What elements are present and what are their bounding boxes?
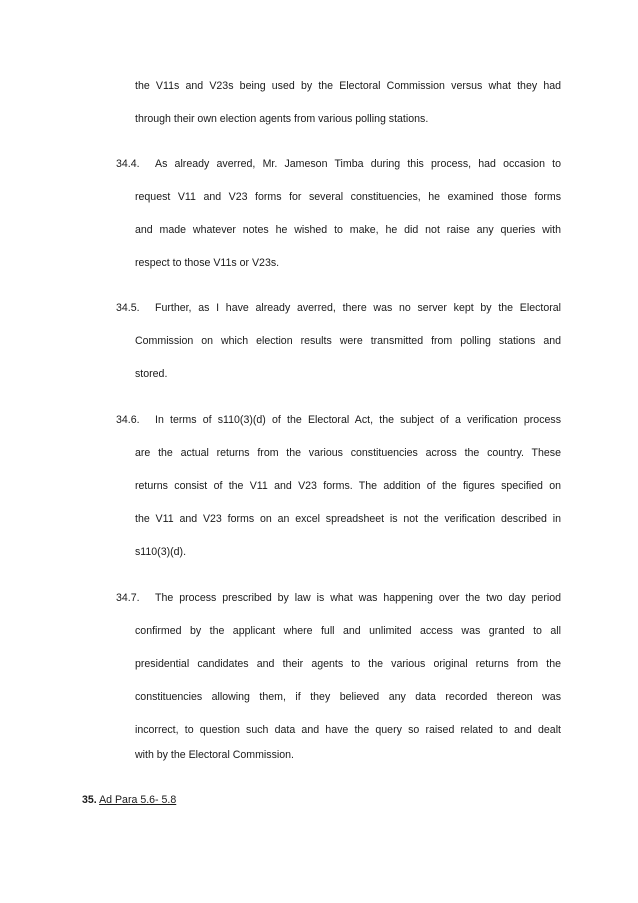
paragraph-34-7-line-1: The process prescribed by law is what was happening over the two day period: [155, 592, 561, 604]
paragraph-number-34-7: 34.7.: [116, 592, 140, 604]
paragraph-34-6-line-2: are the actual returns from the various constituencies across the country. These: [135, 447, 561, 459]
paragraph-34-7-line-4: constituencies allowing them, if they believed any data recorded thereon was: [135, 691, 561, 703]
paragraph-34-4-line-2: request V11 and V23 forms for several constituencies, he examined those forms: [135, 191, 561, 203]
section-heading-number: 35.: [82, 794, 97, 806]
section-heading-text: Ad Para 5.6- 5.8: [99, 794, 177, 806]
paragraph-34-5-line-1: Further, as I have already averred, there was no server kept by the Electoral: [155, 302, 561, 314]
paragraph-number-34-5: 34.5.: [116, 302, 140, 314]
section-heading-35: [82, 793, 176, 807]
paragraph-34-4-line-1: As already averred, Mr. Jameson Timba during this process, had occasion to: [155, 158, 561, 170]
paragraph-34-7-line-3: presidential candidates and their agents to the various original returns from the: [135, 658, 561, 670]
paragraph-34-6-line-1: In terms of s110(3)(d) of the Electoral Act, the subject of a verification process: [155, 414, 561, 426]
paragraph-number-34-4: 34.4.: [116, 158, 140, 170]
paragraph-34-4-line-4: respect to those V11s or V23s.: [135, 257, 280, 269]
paragraph-34-7-line-2: confirmed by the applicant where full and unlimited access was granted to all: [135, 625, 561, 637]
paragraph-34-5-line-3: stored.: [135, 368, 168, 380]
paragraph-number-34-6: 34.6.: [116, 414, 140, 426]
paragraph-34-7-line-6: with by the Electoral Commission.: [135, 749, 294, 761]
paragraph-34-6-line-3: returns consist of the V11 and V23 forms. The addition of the figures specified on: [135, 480, 561, 492]
paragraph-34-7-line-5: incorrect, to question such data and have the query so raised related to and dealt: [135, 724, 561, 736]
paragraph-34-4-line-3: and made whatever notes he wished to make, he did not raise any queries with: [135, 224, 561, 236]
paragraph-34-6-line-5: s110(3)(d).: [135, 546, 187, 558]
paragraph-34-5-line-2: Commission on which election results were transmitted from polling stations and: [135, 335, 561, 347]
paragraph-34-6-line-4: the V11 and V23 forms on an excel spreadsheet is not the verification described in: [135, 513, 561, 525]
continuation-line-1: the V11s and V23s being used by the Electoral Commission versus what they had: [135, 80, 561, 92]
continuation-line-2: through their own election agents from various polling stations.: [135, 113, 429, 125]
